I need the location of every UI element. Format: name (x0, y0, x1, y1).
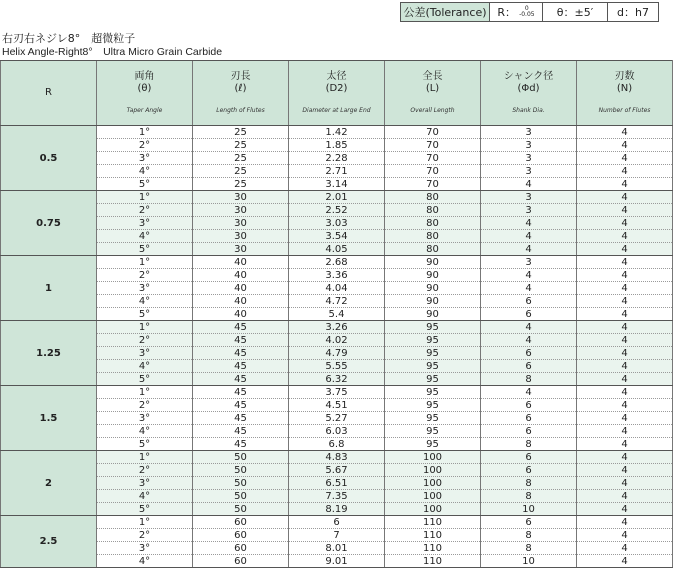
table-row (1, 308, 673, 321)
flute-length-cell: 25 (193, 178, 289, 191)
shank-diameter-cell: 3 (481, 165, 577, 178)
flute-length-cell: 45 (193, 399, 289, 412)
large-diameter-cell: 2.01 (289, 191, 385, 204)
spec-table (0, 60, 673, 568)
shank-diameter-cell: 3 (481, 204, 577, 217)
flute-length-cell: 45 (193, 438, 289, 451)
large-diameter-cell: 3.54 (289, 230, 385, 243)
flute-length-cell: 40 (193, 269, 289, 282)
shank-diameter-cell: 4 (481, 321, 577, 334)
large-diameter-cell: 3.75 (289, 386, 385, 399)
large-diameter-cell: 1.42 (289, 126, 385, 139)
table-row (1, 464, 673, 477)
table-row (1, 243, 673, 256)
shank-diameter-cell: 4 (481, 178, 577, 191)
taper-angle-cell: 1° (97, 321, 193, 334)
flute-count-cell: 4 (577, 516, 673, 529)
taper-angle-cell: 3° (97, 542, 193, 555)
radius-cell: 0.75 (1, 191, 97, 256)
flute-length-cell: 40 (193, 256, 289, 269)
header-large-diameter (289, 61, 385, 126)
shank-diameter-cell: 3 (481, 191, 577, 204)
flute-count-cell: 4 (577, 243, 673, 256)
taper-angle-cell: 3° (97, 347, 193, 360)
flute-length-cell: 25 (193, 165, 289, 178)
flute-count-cell: 4 (577, 295, 673, 308)
large-diameter-cell: 6.03 (289, 425, 385, 438)
taper-angle-cell: 3° (97, 412, 193, 425)
large-diameter-cell: 2.28 (289, 152, 385, 165)
large-diameter-cell: 6.51 (289, 477, 385, 490)
shank-diameter-cell: 6 (481, 295, 577, 308)
overall-length-cell: 90 (385, 282, 481, 295)
table-row (1, 334, 673, 347)
taper-angle-cell: 2° (97, 464, 193, 477)
tolerance-r-range (519, 6, 535, 18)
header-jp: 刃数 (614, 70, 635, 82)
shank-diameter-cell: 6 (481, 464, 577, 477)
overall-length-cell: 70 (385, 152, 481, 165)
taper-angle-cell: 3° (97, 477, 193, 490)
flute-count-cell: 4 (577, 204, 673, 217)
flute-length-cell: 40 (193, 308, 289, 321)
shank-diameter-cell: 3 (481, 126, 577, 139)
large-diameter-cell: 3.14 (289, 178, 385, 191)
taper-angle-cell: 3° (97, 217, 193, 230)
large-diameter-cell: 5.4 (289, 308, 385, 321)
large-diameter-cell: 7.35 (289, 490, 385, 503)
header-jp: シャンク径 (503, 70, 554, 82)
flute-count-cell: 4 (577, 477, 673, 490)
taper-angle-cell: 2° (97, 204, 193, 217)
shank-diameter-cell: 6 (481, 347, 577, 360)
taper-angle-cell: 1° (97, 191, 193, 204)
taper-angle-cell: 2° (97, 139, 193, 152)
taper-angle-cell: 1° (97, 451, 193, 464)
flute-count-cell: 4 (577, 542, 673, 555)
overall-length-cell: 70 (385, 165, 481, 178)
flute-count-cell: 4 (577, 178, 673, 191)
flute-count-cell: 4 (577, 438, 673, 451)
taper-angle-cell: 1° (97, 516, 193, 529)
large-diameter-cell: 3.26 (289, 321, 385, 334)
flute-count-cell: 4 (577, 334, 673, 347)
flute-length-cell: 50 (193, 503, 289, 516)
shank-diameter-cell: 6 (481, 412, 577, 425)
header-jp: 両角 (134, 70, 155, 82)
overall-length-cell: 80 (385, 217, 481, 230)
shank-diameter-cell: 10 (481, 555, 577, 568)
flute-length-cell: 45 (193, 334, 289, 347)
header-symbol: (D2) (325, 82, 348, 94)
taper-angle-cell: 4° (97, 490, 193, 503)
large-diameter-cell: 7 (289, 529, 385, 542)
overall-length-cell: 100 (385, 451, 481, 464)
header-jp: 刃長 (230, 70, 251, 82)
taper-angle-cell: 5° (97, 308, 193, 321)
overall-length-cell: 95 (385, 321, 481, 334)
flute-count-cell: 4 (577, 217, 673, 230)
taper-angle-cell: 4° (97, 425, 193, 438)
shank-diameter-cell: 4 (481, 230, 577, 243)
taper-angle-cell: 3° (97, 282, 193, 295)
header-symbol: (Φd) (517, 82, 540, 94)
overall-length-cell: 80 (385, 191, 481, 204)
overall-length-cell: 80 (385, 230, 481, 243)
header-en: Taper Angle (126, 106, 163, 114)
shank-diameter-cell: 4 (481, 243, 577, 256)
table-row (1, 321, 673, 334)
large-diameter-cell: 4.05 (289, 243, 385, 256)
flute-count-cell: 4 (577, 126, 673, 139)
header-overall-length (385, 61, 481, 126)
large-diameter-cell: 2.68 (289, 256, 385, 269)
header-row (1, 61, 673, 126)
flute-count-cell: 4 (577, 308, 673, 321)
flute-count-cell: 4 (577, 165, 673, 178)
tolerance-label: 公差(Tolerance) (401, 3, 489, 21)
overall-length-cell: 70 (385, 139, 481, 152)
table-row (1, 139, 673, 152)
shank-diameter-cell: 8 (481, 529, 577, 542)
shank-diameter-cell: 3 (481, 139, 577, 152)
table-row (1, 178, 673, 191)
header-en: Diameter at Large End (302, 106, 371, 114)
tolerance-d: d：h7 (607, 3, 658, 21)
shank-diameter-cell: 8 (481, 438, 577, 451)
tolerance-theta: θ：±5′ (542, 3, 607, 21)
flute-length-cell: 30 (193, 217, 289, 230)
table-row (1, 360, 673, 373)
overall-length-cell: 95 (385, 373, 481, 386)
flute-length-cell: 50 (193, 490, 289, 503)
shank-diameter-cell: 4 (481, 334, 577, 347)
taper-angle-cell: 5° (97, 373, 193, 386)
overall-length-cell: 110 (385, 542, 481, 555)
large-diameter-cell: 4.72 (289, 295, 385, 308)
header-jp: 太径 (326, 70, 347, 82)
table-row (1, 438, 673, 451)
table-body (1, 126, 673, 568)
taper-angle-cell: 1° (97, 126, 193, 139)
header-en: Number of Flutes (598, 106, 651, 114)
taper-angle-cell: 4° (97, 555, 193, 568)
overall-length-cell: 90 (385, 256, 481, 269)
radius-cell: 2.5 (1, 516, 97, 568)
overall-length-cell: 95 (385, 425, 481, 438)
flute-count-cell: 4 (577, 373, 673, 386)
shank-diameter-cell: 8 (481, 542, 577, 555)
table-row (1, 152, 673, 165)
shank-diameter-cell: 8 (481, 477, 577, 490)
overall-length-cell: 100 (385, 503, 481, 516)
flute-count-cell: 4 (577, 464, 673, 477)
flute-length-cell: 25 (193, 152, 289, 165)
header-symbol: (L) (425, 82, 440, 94)
table-row (1, 373, 673, 386)
overall-length-cell: 100 (385, 464, 481, 477)
shank-diameter-cell: 4 (481, 386, 577, 399)
table-row (1, 282, 673, 295)
taper-angle-cell: 2° (97, 334, 193, 347)
header-taper-angle (97, 61, 193, 126)
flute-count-cell: 4 (577, 191, 673, 204)
radius-cell: 2 (1, 451, 97, 516)
taper-angle-cell: 5° (97, 178, 193, 191)
overall-length-cell: 95 (385, 386, 481, 399)
flute-length-cell: 30 (193, 230, 289, 243)
table-row (1, 347, 673, 360)
flute-length-cell: 30 (193, 191, 289, 204)
table-row (1, 126, 673, 139)
overall-length-cell: 90 (385, 269, 481, 282)
taper-angle-cell: 2° (97, 399, 193, 412)
table-row (1, 516, 673, 529)
flute-count-cell: 4 (577, 425, 673, 438)
flute-length-cell: 30 (193, 204, 289, 217)
title-japanese: 右刃右ネジレ8° 超微粒子 (2, 32, 136, 45)
overall-length-cell: 110 (385, 555, 481, 568)
overall-length-cell: 110 (385, 516, 481, 529)
overall-length-cell: 80 (385, 243, 481, 256)
shank-diameter-cell: 8 (481, 373, 577, 386)
table-row (1, 269, 673, 282)
shank-diameter-cell: 6 (481, 399, 577, 412)
radius-cell: 0.5 (1, 126, 97, 191)
overall-length-cell: 95 (385, 347, 481, 360)
flute-length-cell: 45 (193, 347, 289, 360)
table-row (1, 230, 673, 243)
flute-length-cell: 45 (193, 321, 289, 334)
flute-count-cell: 4 (577, 503, 673, 516)
taper-angle-cell: 5° (97, 438, 193, 451)
flute-count-cell: 4 (577, 360, 673, 373)
taper-angle-cell: 1° (97, 386, 193, 399)
overall-length-cell: 70 (385, 178, 481, 191)
table-row (1, 529, 673, 542)
taper-angle-cell: 4° (97, 295, 193, 308)
overall-length-cell: 95 (385, 438, 481, 451)
shank-diameter-cell: 10 (481, 503, 577, 516)
title-english: Helix Angle-Right8° Ultra Micro Grain Carbide (2, 46, 223, 58)
overall-length-cell: 110 (385, 529, 481, 542)
table-row (1, 256, 673, 269)
flute-count-cell: 4 (577, 269, 673, 282)
large-diameter-cell: 8.01 (289, 542, 385, 555)
shank-diameter-cell: 4 (481, 269, 577, 282)
flute-count-cell: 4 (577, 282, 673, 295)
flute-count-cell: 4 (577, 399, 673, 412)
header-symbol: (N) (616, 82, 633, 94)
taper-angle-cell: 4° (97, 230, 193, 243)
radius-cell: 1.25 (1, 321, 97, 386)
large-diameter-cell: 5.55 (289, 360, 385, 373)
shank-diameter-cell: 4 (481, 282, 577, 295)
flute-count-cell: 4 (577, 412, 673, 425)
taper-angle-cell: 4° (97, 360, 193, 373)
overall-length-cell: 95 (385, 334, 481, 347)
large-diameter-cell: 2.52 (289, 204, 385, 217)
large-diameter-cell: 2.71 (289, 165, 385, 178)
overall-length-cell: 100 (385, 490, 481, 503)
large-diameter-cell: 6.8 (289, 438, 385, 451)
header-symbol: (ℓ) (234, 82, 247, 94)
flute-length-cell: 40 (193, 282, 289, 295)
header-flute-count (577, 61, 673, 126)
shank-diameter-cell: 3 (481, 256, 577, 269)
radius-cell: 1.5 (1, 386, 97, 451)
large-diameter-cell: 4.51 (289, 399, 385, 412)
shank-diameter-cell: 4 (481, 217, 577, 230)
table-row (1, 165, 673, 178)
header-en: Overall Length (410, 106, 455, 114)
table-row (1, 425, 673, 438)
flute-length-cell: 25 (193, 126, 289, 139)
large-diameter-cell: 8.19 (289, 503, 385, 516)
large-diameter-cell: 5.27 (289, 412, 385, 425)
large-diameter-cell: 4.04 (289, 282, 385, 295)
flute-length-cell: 45 (193, 373, 289, 386)
header-en: Length of Flutes (216, 106, 265, 114)
taper-angle-cell: 5° (97, 243, 193, 256)
table-row (1, 555, 673, 568)
flute-length-cell: 50 (193, 464, 289, 477)
flute-count-cell: 4 (577, 152, 673, 165)
shank-diameter-cell: 6 (481, 425, 577, 438)
tolerance-r (489, 3, 542, 21)
table-row (1, 477, 673, 490)
taper-angle-cell: 3° (97, 152, 193, 165)
table-row (1, 399, 673, 412)
overall-length-cell: 70 (385, 126, 481, 139)
flute-length-cell: 30 (193, 243, 289, 256)
shank-diameter-cell: 8 (481, 490, 577, 503)
flute-length-cell: 60 (193, 529, 289, 542)
radius-cell: 1 (1, 256, 97, 321)
large-diameter-cell: 3.03 (289, 217, 385, 230)
flute-length-cell: 50 (193, 477, 289, 490)
large-diameter-cell: 6.32 (289, 373, 385, 386)
large-diameter-cell: 1.85 (289, 139, 385, 152)
shank-diameter-cell: 3 (481, 152, 577, 165)
flute-length-cell: 60 (193, 542, 289, 555)
large-diameter-cell: 4.02 (289, 334, 385, 347)
taper-angle-cell: 2° (97, 529, 193, 542)
flute-length-cell: 40 (193, 295, 289, 308)
header-jp: 全長 (422, 70, 443, 82)
flute-length-cell: 45 (193, 425, 289, 438)
large-diameter-cell: 4.83 (289, 451, 385, 464)
header-jp: R (45, 87, 52, 98)
flute-count-cell: 4 (577, 256, 673, 269)
shank-diameter-cell: 6 (481, 451, 577, 464)
flute-length-cell: 25 (193, 139, 289, 152)
flute-length-cell: 60 (193, 555, 289, 568)
tolerance-r-label: R： (497, 6, 517, 19)
flute-count-cell: 4 (577, 386, 673, 399)
overall-length-cell: 95 (385, 399, 481, 412)
large-diameter-cell: 5.67 (289, 464, 385, 477)
overall-length-cell: 80 (385, 204, 481, 217)
overall-length-cell: 95 (385, 360, 481, 373)
flute-length-cell: 45 (193, 360, 289, 373)
table-row (1, 204, 673, 217)
overall-length-cell: 100 (385, 477, 481, 490)
flute-length-cell: 60 (193, 516, 289, 529)
overall-length-cell: 95 (385, 412, 481, 425)
header-en: Shank Dia. (512, 106, 545, 114)
large-diameter-cell: 3.36 (289, 269, 385, 282)
flute-length-cell: 50 (193, 451, 289, 464)
table-row (1, 412, 673, 425)
flute-count-cell: 4 (577, 555, 673, 568)
overall-length-cell: 90 (385, 308, 481, 321)
table-row (1, 451, 673, 464)
header-flute-length (193, 61, 289, 126)
flute-count-cell: 4 (577, 321, 673, 334)
flute-count-cell: 4 (577, 230, 673, 243)
table-row (1, 490, 673, 503)
table-row (1, 503, 673, 516)
flute-count-cell: 4 (577, 529, 673, 542)
taper-angle-cell: 5° (97, 503, 193, 516)
shank-diameter-cell: 6 (481, 360, 577, 373)
tolerance-r-lower: -0.05 (519, 11, 535, 18)
flute-count-cell: 4 (577, 451, 673, 464)
flute-count-cell: 4 (577, 490, 673, 503)
tolerance-box (400, 2, 659, 22)
flute-count-cell: 4 (577, 347, 673, 360)
flute-length-cell: 45 (193, 386, 289, 399)
header-shank-diameter (481, 61, 577, 126)
taper-angle-cell: 4° (97, 165, 193, 178)
table-row (1, 386, 673, 399)
flute-count-cell: 4 (577, 139, 673, 152)
large-diameter-cell: 9.01 (289, 555, 385, 568)
taper-angle-cell: 2° (97, 269, 193, 282)
shank-diameter-cell: 6 (481, 516, 577, 529)
table-row (1, 295, 673, 308)
header-symbol: (θ) (137, 82, 152, 94)
overall-length-cell: 90 (385, 295, 481, 308)
large-diameter-cell: 4.79 (289, 347, 385, 360)
table-row (1, 217, 673, 230)
table-row (1, 542, 673, 555)
flute-length-cell: 45 (193, 412, 289, 425)
taper-angle-cell: 1° (97, 256, 193, 269)
table-row (1, 191, 673, 204)
large-diameter-cell: 6 (289, 516, 385, 529)
header-r (1, 61, 97, 126)
tolerance-r-upper: 0 (524, 5, 529, 12)
shank-diameter-cell: 6 (481, 308, 577, 321)
